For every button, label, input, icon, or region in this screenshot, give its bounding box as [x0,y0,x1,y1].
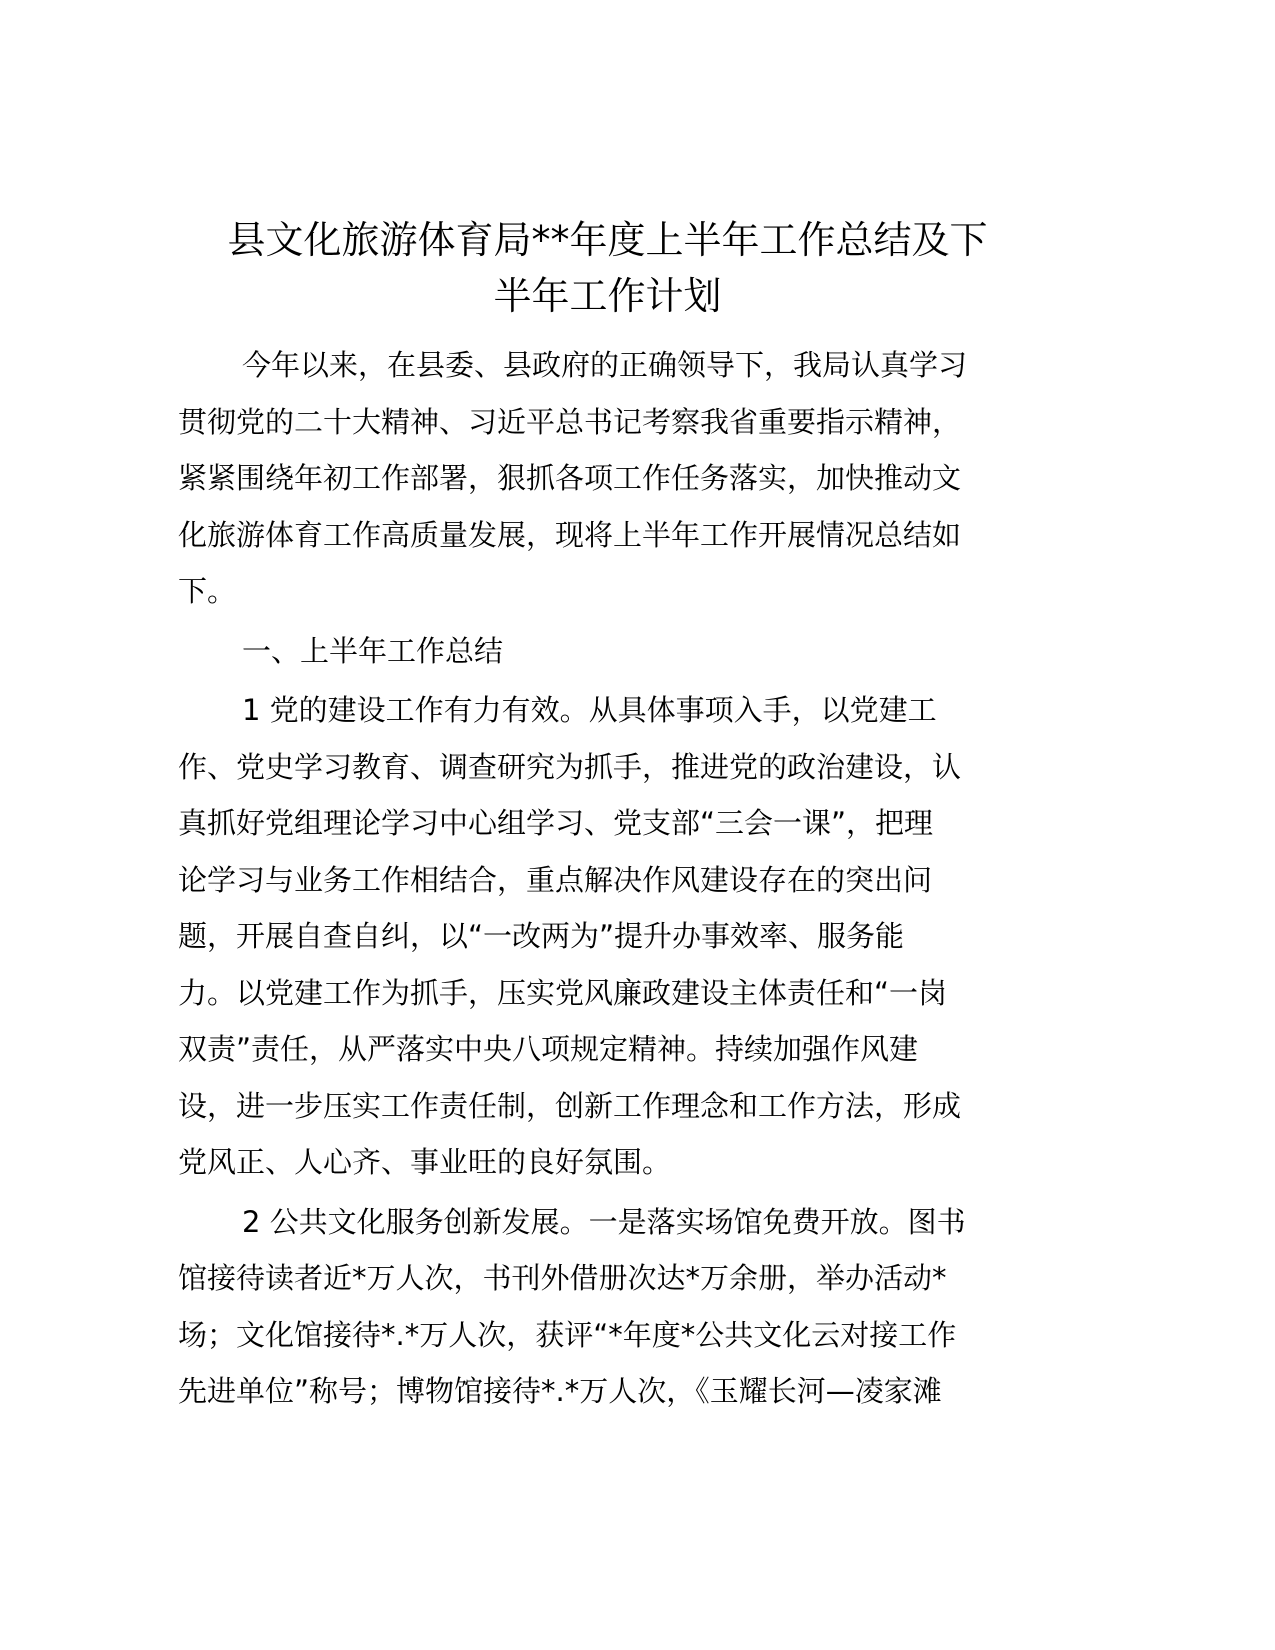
text-line: 1 党的建设工作有力有效。从具体事项入手，以党建工 [242,693,937,727]
item-paragraph-1 [178,682,1040,1191]
item-paragraph-2 [178,1194,1040,1420]
text-line: 贯彻党的二十大精神、习近平总书记考察我省重要指示精神， [178,404,962,439]
text-line: 化旅游体育工作高质量发展，现将上半年工作开展情况总结如 [178,517,962,552]
text-line: 今年以来，在县委、县政府的正确领导下，我局认真学习 [242,348,968,382]
title-line-1: 县文化旅游体育局**年度上半年工作总结及下 [227,218,988,262]
title-line-2: 半年工作计划 [493,274,722,318]
intro-paragraph [178,337,1040,620]
text-line: 党风正、人心齐、事业旺的良好氛围。 [178,1145,672,1179]
document-title [170,212,1045,324]
text-line: 先进单位”称号；博物馆接待*.*万人次，《玉耀长河—凌家滩 [178,1374,942,1408]
text-line: 论学习与业务工作相结合，重点解决作风建设存在的突出问 [178,862,933,897]
document-body [178,337,1040,1420]
text-line: 双责”责任，从严落实中央八项规定精神。持续加强作风建 [178,1032,919,1066]
text-line: 馆接待读者近*万人次，书刊外借册次达*万余册，举办活动* [178,1261,947,1295]
section-heading-text: 一、上半年工作总结 [242,633,504,668]
text-line: 场；文化馆接待*.*万人次，获评“*年度*公共文化云对接工作 [178,1317,957,1352]
text-line: 设，进一步压实工作责任制，创新工作理念和工作方法，形成 [178,1088,962,1123]
text-line: 紧紧围绕年初工作部署，狠抓各项工作任务落实，加快推动文 [178,461,962,495]
text-line: 下。 [178,574,237,608]
text-line: 力。以党建工作为抓手，压实党风廉政建设主体责任和“一岗 [178,975,948,1010]
text-line: 题，开展自查自纠，以“一改两为”提升办事效率、服务能 [178,919,905,953]
section-heading [178,623,1040,680]
text-line: 真抓好党组理论学习中心组学习、党支部“三会一课”，把理 [178,806,934,840]
text-line: 2 公共文化服务创新发展。一是落实场馆免费开放。图书 [242,1204,966,1239]
text-line: 作、党史学习教育、调查研究为抓手，推进党的政治建设，认 [178,749,962,784]
